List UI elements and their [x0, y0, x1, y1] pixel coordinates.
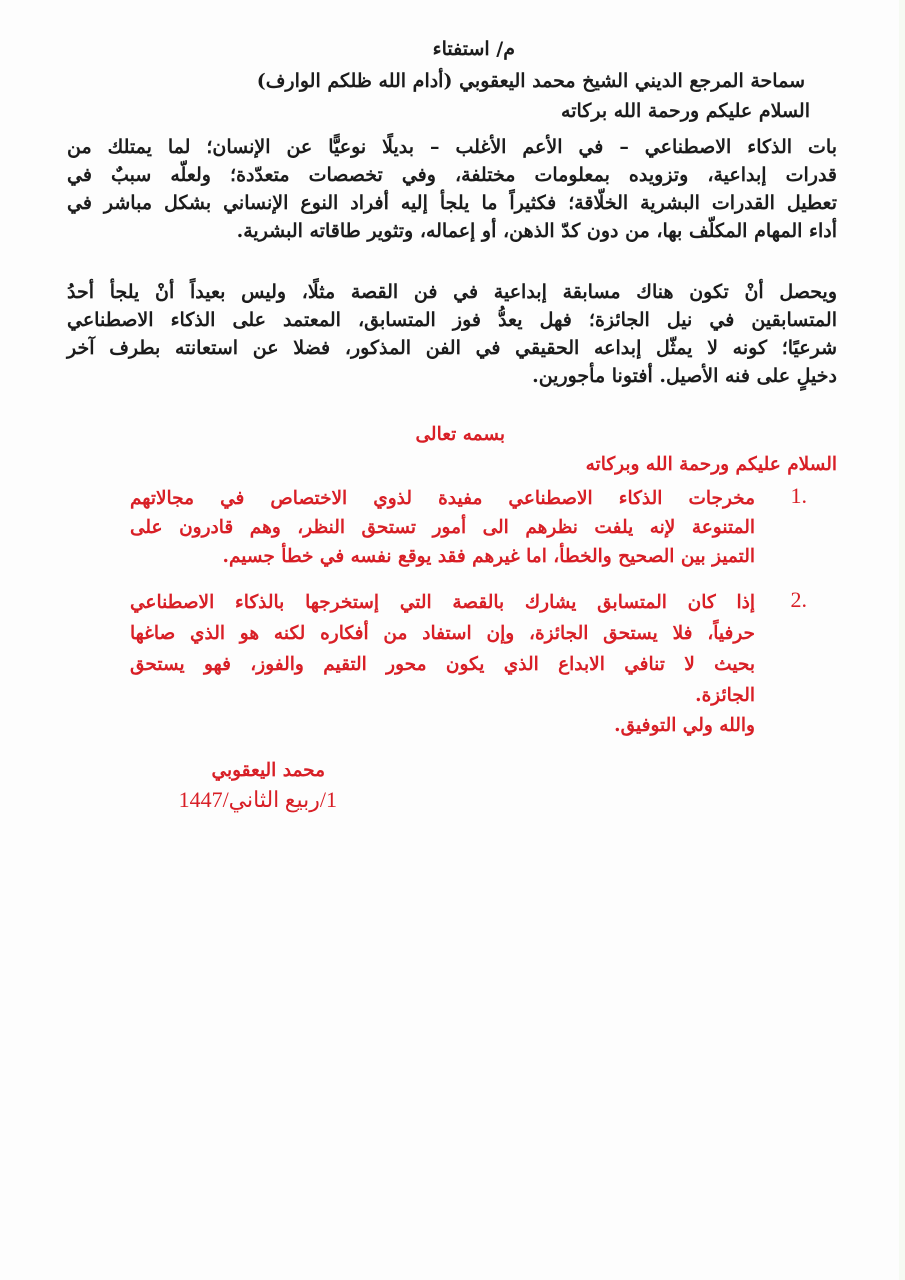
signature-name: محمد اليعقوبي [211, 760, 325, 781]
paragraph-line: دخيلٍ على فنه الأصيل. أفتونا مأجورين. [532, 365, 837, 387]
paragraph-line: تعطيل القدرات البشرية الخلّاقة؛ فكثيراً ما يلجأ إليه أفراد النوع الإنساني بشكل مباشر في [67, 192, 837, 214]
signature-date: 1/ربيع الثاني/1447 [178, 787, 337, 812]
item-number: 2. [790, 587, 807, 612]
paragraph-line: أداء المهام المكلّف بها، من دون كدّ الذهن، أو إعماله، وتثوير طاقاته البشرية. [236, 220, 837, 242]
item-number: 1. [790, 483, 807, 508]
question-greeting: السلام عليكم ورحمة الله بركاته [561, 100, 810, 122]
answer-line: الجائزة. [695, 685, 755, 706]
answer-line: مخرجات الذكاء الاصطناعي مفيدة لذوي الاختصاص في مجالاتهم [130, 488, 755, 509]
paragraph-line: شرعيًا؛ كونه لا يمثّل إبداعه الحقيقي في الفن المذكور، فضلا عن استعانته بطرف آخر [67, 337, 837, 359]
addressee-line: سماحة المرجع الديني الشيخ محمد اليعقوبي (أدام الله ظلكم الوارف) [256, 70, 805, 92]
page-edge [899, 0, 905, 1280]
paragraph-line: بات الذكاء الاصطناعي – في الأعم الأغلب – بديلًا نوعيًّا عن الإنسان؛ لما يمتلك من [67, 136, 837, 158]
closing-line: والله ولي التوفيق. [614, 715, 755, 736]
answer-line: إذا كان المتسابق يشارك بالقصة التي إستخرجها بالذكاء الاصطناعي [130, 592, 755, 613]
reference-label: م/ استفتاء [432, 38, 515, 60]
paragraph-line: قدرات إبداعية، وتزويده بمعلومات مختلفة، وفي تخصصات متعدّدة؛ ولعلّه سببٌ في [67, 164, 837, 186]
paragraph-line: ويحصل أنْ تكون هناك مسابقة إبداعية في فن القصة مثلًا، وليس بعيداً أنْ يلجأ أحدُ [67, 281, 837, 303]
paragraph-line: المتسابقين في نيل الجائزة؛ فهل يعدُّ فوز المتسابق، المعتمد على الذكاء الاصطناعي [67, 309, 837, 331]
answer-line: بحيث لا تنافي الابداع الذي يكون محور التقيم والفوز، فهو يستحق [130, 654, 755, 675]
answer-greeting: السلام عليكم ورحمة الله وبركاته [585, 454, 837, 475]
answer-heading: بسمه تعالى [415, 424, 505, 445]
answer-line: المتنوعة لإنه يلفت نظرهم الى أمور تستحق النظر، وهم قادرون على [130, 517, 755, 538]
answer-line: التميز بين الصحيح والخطأ، اما غيرهم فقد يوقع نفسه في خطأ جسيم. [222, 546, 755, 567]
answer-line: حرفياً، فلا يستحق الجائزة، وإن استفاد من أفكاره لكنه هو الذي صاغها [130, 623, 755, 644]
